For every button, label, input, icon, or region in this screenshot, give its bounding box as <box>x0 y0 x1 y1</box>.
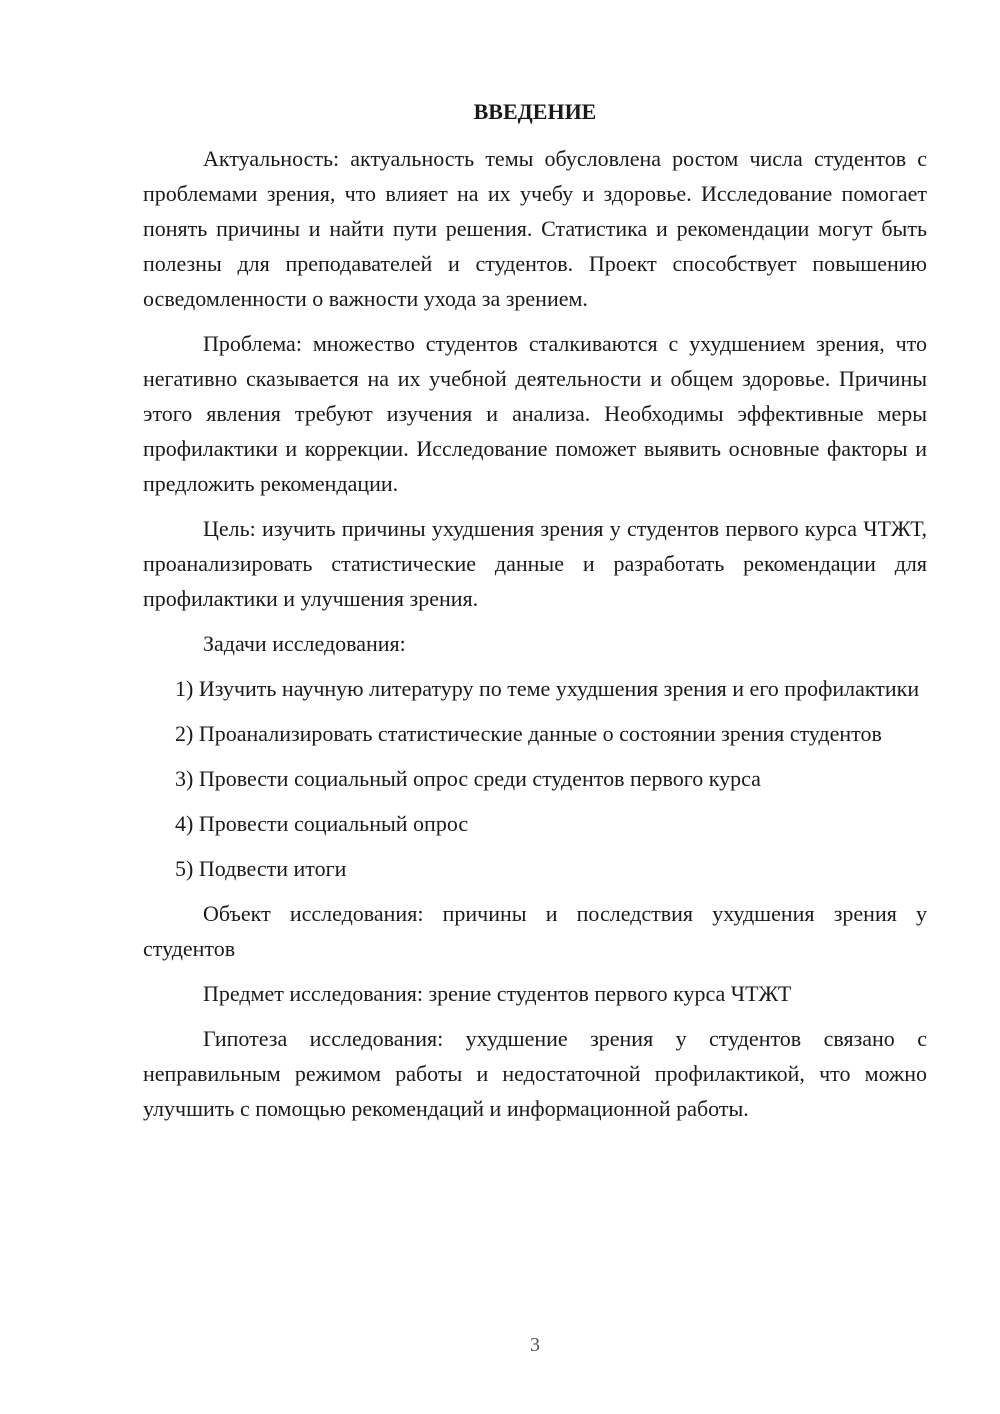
page-number: 3 <box>530 1334 540 1356</box>
paragraph-object: Объект исследования: причины и последствия ухудшения зрения у студентов <box>143 901 927 961</box>
task-item: 3) Провести социальный опрос среди студентов первого курса <box>175 766 761 791</box>
document-page <box>143 94 927 1136</box>
section-title: ВВЕДЕНИЕ <box>473 99 597 124</box>
task-item: 5) Подвести итоги <box>175 856 347 881</box>
paragraph-hypothesis: Гипотеза исследования: ухудшение зрения у студентов связано с неправильным режимом работы и недостаточной профилактикой, что можно улучшить с помощью рекомендаций и информационной работы. <box>143 1026 927 1121</box>
task-item: 1) Изучить научную литературу по теме ухудшения зрения и его профилактики <box>175 676 920 701</box>
task-item: 2) Проанализировать статистические данные о состоянии зрения студентов <box>175 721 882 746</box>
task-item: 4) Провести социальный опрос <box>175 811 469 836</box>
paragraph-subject: Предмет исследования: зрение студентов первого курса ЧТЖТ <box>203 981 792 1006</box>
paragraph-relevance: Актуальность: актуальность темы обусловлена ростом числа студентов с проблемами зрения, что влияет на их учебу и здоровье. Исследование помогает понять причины и найти пути решения. Статистика и рекомендации могут быть полезны для преподавателей и студентов. Проект способствует повышению осведомленности о важности ухода за зрением. <box>143 146 927 311</box>
paragraph-goal: Цель: изучить причины ухудшения зрения у студентов первого курса ЧТЖТ, проанализировать статистические данные и разработать рекомендации для профилактики и улучшения зрения. <box>143 516 927 611</box>
paragraph-problem: Проблема: множество студентов сталкиваются с ухудшением зрения, что негативно сказывается на их учебной деятельности и общем здоровье. Причины этого явления требуют изучения и анализа. Необходимы эффективные меры профилактики и коррекции. Исследование поможет выявить основные факторы и предложить рекомендации. <box>143 331 927 496</box>
paragraph-tasks-heading: Задачи исследования: <box>203 631 406 656</box>
